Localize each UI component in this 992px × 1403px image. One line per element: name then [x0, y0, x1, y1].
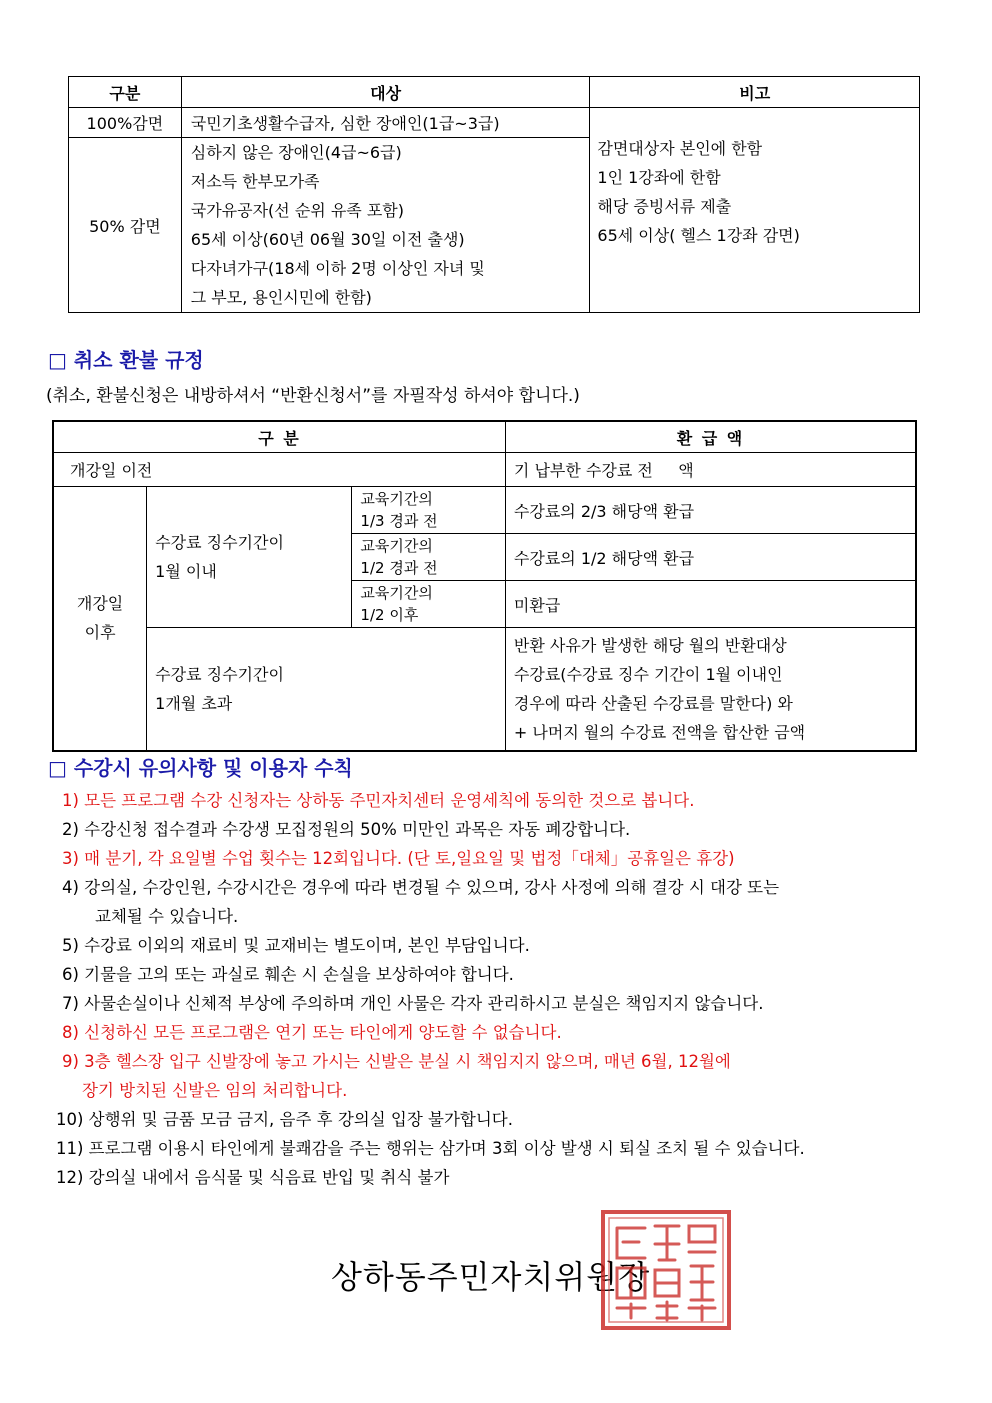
- target-100: 국민기초생활수급자, 심한 장애인(1급~3급): [181, 108, 590, 138]
- rule-text-continued: 교체될 수 있습니다.: [95, 907, 239, 926]
- target-line: 심하지 않은 장애인(4급~6급): [190, 143, 402, 162]
- rules-section-title: □ 수강시 유의사항 및 이용자 수칙: [48, 756, 353, 780]
- rule-item: [56, 1134, 805, 1163]
- target-50: [181, 138, 590, 313]
- rule-item: [62, 786, 805, 815]
- rule-text: 6) 기물을 고의 또는 과실로 훼손 시 손실을 보상하여야 합니다.: [62, 965, 514, 984]
- remark-line: 해당 증빙서류 제출: [597, 197, 732, 216]
- after-label: [53, 487, 147, 751]
- over-month-line: 수강료 징수기간이: [155, 664, 284, 684]
- rule-text: 7) 사물손실이나 신체적 부상에 주의하며 개인 사물은 각자 관리하시고 분실은 책임지지 않습니다.: [62, 994, 764, 1013]
- over-month-amount-line: 경우에 따라 산출된 수강료를 말한다) 와: [513, 693, 793, 713]
- within-month-label: [147, 487, 352, 628]
- header-target: 대상: [181, 77, 590, 108]
- header-remark: 비고: [590, 77, 920, 108]
- rule-item: [62, 931, 805, 960]
- refund-section-title: □ 취소 환불 규정: [48, 348, 204, 372]
- period-cell: [352, 581, 506, 628]
- rule-text: 1) 모든 프로그램 수강 신청자는 상하동 주민자치센터 운영세칙에 동의한 것으로 봅니다.: [62, 791, 695, 810]
- within-month-line: 수강료 징수기간이: [155, 533, 284, 552]
- official-seal-icon: [599, 1208, 733, 1332]
- period-line: 교육기간의: [360, 584, 433, 602]
- period-line: 교육기간의: [360, 537, 433, 555]
- before-label: 개강일 이전: [53, 453, 505, 487]
- category-50: 50% 감면: [69, 138, 182, 313]
- rule-item: [62, 844, 805, 873]
- target-line: 65세 이상(60년 06월 30일 이전 출생): [190, 230, 465, 249]
- remark-line: 65세 이상( 헬스 1강좌 감면): [597, 226, 800, 245]
- period-line: 1/2 이후: [360, 606, 419, 624]
- remark-line: 감면대상자 본인에 한함: [597, 139, 763, 158]
- header-division: 구 분: [53, 421, 505, 453]
- target-line: 국가유공자(선 순위 유족 포함): [190, 201, 404, 220]
- over-month-line: 1개월 초과: [155, 693, 233, 713]
- refund-note: (취소, 환불신청은 내방하셔서 “반환신청서”를 자필작성 하셔야 합니다.): [46, 386, 580, 406]
- discount-table: [68, 76, 920, 313]
- remark-line: 1인 1강좌에 한함: [597, 168, 721, 187]
- remarks-cell: [590, 108, 920, 313]
- table-row: [69, 108, 920, 138]
- refund-table: [52, 420, 917, 752]
- rule-text: 3) 매 분기, 각 요일별 수업 횟수는 12회입니다. (단 토,일요일 및 법정「대체」공휴일은 휴강): [62, 849, 735, 868]
- table-row: [53, 628, 916, 751]
- rule-text: 12) 강의실 내에서 음식물 및 식음료 반입 및 취식 불가: [56, 1168, 450, 1187]
- rule-item: [56, 1163, 805, 1192]
- table-header-row: [69, 77, 920, 108]
- after-label-line: 이후: [84, 623, 116, 643]
- period-line: 1/2 경과 전: [360, 559, 438, 577]
- before-amount: 기 납부한 수강료 전 액: [505, 453, 916, 487]
- after-label-line: 개강일: [76, 594, 124, 614]
- refund-amount: 미환급: [505, 581, 916, 628]
- rules-list: [56, 786, 805, 1192]
- rule-text-continued: 장기 방치된 신발은 임의 처리합니다.: [82, 1081, 348, 1100]
- over-month-amount-line: 반환 사유가 발생한 해당 월의 반환대상: [513, 635, 787, 655]
- target-line: 그 부모, 용인시민에 한함): [190, 288, 372, 307]
- rule-text: 9) 3층 헬스장 입구 신발장에 놓고 가시는 신발은 분실 시 책임지지 않으며, 매년 6월, 12월에: [62, 1052, 731, 1071]
- rule-item: [62, 815, 805, 844]
- rule-item: [62, 873, 805, 931]
- over-month-amount-line: 수강료(수강료 징수 기간이 1월 이내인: [513, 664, 783, 684]
- over-month-amount: [505, 628, 916, 751]
- rule-text: 4) 강의실, 수강인원, 수강시간은 경우에 따라 변경될 수 있으며, 강사 사정에 의해 결강 시 대강 또는: [62, 878, 780, 897]
- rule-item: [62, 989, 805, 1018]
- rule-text: 8) 신청하신 모든 프로그램은 연기 또는 타인에게 양도할 수 없습니다.: [62, 1023, 562, 1042]
- header-category: 구분: [69, 77, 182, 108]
- period-cell: [352, 534, 506, 581]
- within-month-line: 1월 이내: [155, 562, 217, 581]
- target-line: 저소득 한부모가족: [190, 172, 320, 191]
- category-100: 100%감면: [69, 108, 182, 138]
- over-month-amount-line: + 나머지 월의 수강료 전액을 합산한 금액: [513, 722, 806, 742]
- rule-text: 11) 프로그램 이용시 타인에게 불쾌감을 주는 행위는 삼가며 3회 이상 발생 시 퇴실 조치 될 수 있습니다.: [56, 1139, 805, 1158]
- rule-item: [56, 1105, 805, 1134]
- rule-text: 5) 수강료 이외의 재료비 및 교재비는 별도이며, 본인 부담입니다.: [62, 936, 530, 955]
- period-cell: [352, 487, 506, 534]
- signature: 상하동주민자치위원장: [331, 1258, 651, 1296]
- rule-item: [62, 1018, 805, 1047]
- rule-text: 2) 수강신청 접수결과 수강생 모집정원의 50% 미만인 과목은 자동 폐강합니다.: [62, 820, 631, 839]
- refund-amount: 수강료의 1/2 해당액 환급: [505, 534, 916, 581]
- period-line: 교육기간의: [360, 490, 433, 508]
- table-row: [53, 487, 916, 534]
- rule-item: [62, 1047, 805, 1105]
- header-amount: 환 급 액: [505, 421, 916, 453]
- table-row: [53, 453, 916, 487]
- period-line: 1/3 경과 전: [360, 512, 438, 530]
- refund-amount: 수강료의 2/3 해당액 환급: [505, 487, 916, 534]
- rule-item: [62, 960, 805, 989]
- table-header-row: [53, 421, 916, 453]
- over-month-label: [147, 628, 506, 751]
- rule-text: 10) 상행위 및 금품 모금 금지, 음주 후 강의실 입장 불가합니다.: [56, 1110, 513, 1129]
- target-line: 다자녀가구(18세 이하 2명 이상인 자녀 및: [190, 259, 485, 278]
